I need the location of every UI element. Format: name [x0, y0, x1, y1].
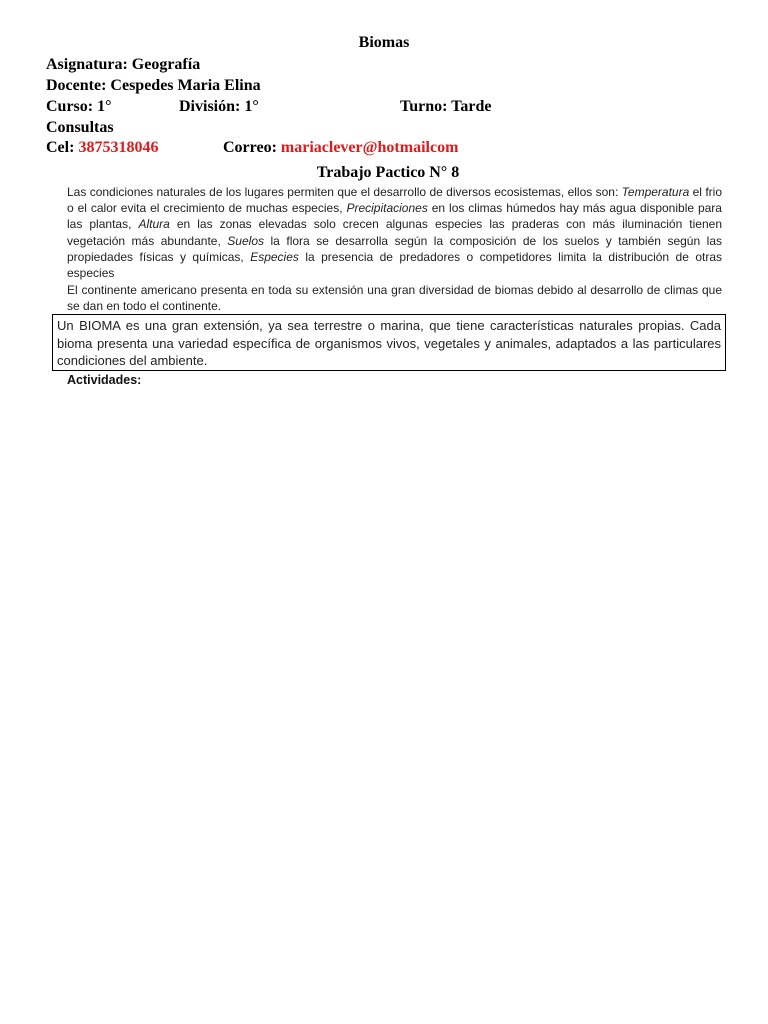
paragraph-text: la presencia de predadores o competidores limita la distribución de otras especies: [67, 249, 723, 281]
paragraph-text: la flora se desarrolla según la composición de los suelos y también según las propiedades físicas y químicas,: [67, 233, 722, 264]
consultas-label: Consultas: [46, 119, 114, 136]
paragraph-text: Las condiciones naturales de los lugares permiten que el desarrollo de diversos ecosistemas, ellos son:: [67, 185, 622, 199]
factor-term: Especies: [250, 249, 299, 264]
correo-line: [223, 139, 458, 157]
asignatura-line: Asignatura: Geografía: [46, 56, 201, 73]
paragraph-text: en las zonas elevadas solo crecen algunas especies las praderas con más iluminación tienen vegetación más abundante,: [67, 217, 722, 248]
continent-paragraph: El continente americano presenta en toda su extensión una gran diversidad de biomas debido al desarrollo de climas que se dan en todo el continente.: [67, 283, 722, 314]
correo-label: Correo:: [223, 139, 281, 156]
actividades-heading: Actividades:: [67, 373, 142, 387]
bioma-definition-box: Un BIOMA es una gran extensión, ya sea terrestre o marina, que tiene características naturales propias. Cada bioma presenta una variedad específica de organismos vivos, vegetales y animales, adaptados a las particulares condiciones del ambiente.: [52, 314, 726, 371]
cel-number: 3875318046: [78, 139, 159, 156]
paragraph-text: en los climas húmedos hay más agua disponible para las plantas,: [67, 201, 722, 232]
paragraph-text: el frio o el calor evita el crecimiento de muchas especies,: [67, 185, 722, 216]
docente-line: Docente: Cespedes Maria Elina: [46, 77, 261, 94]
curso-line: Curso: 1°: [46, 98, 112, 115]
cel-label: Cel:: [46, 139, 79, 156]
factor-term: Altura: [138, 217, 170, 232]
factor-term: Suelos: [227, 233, 264, 248]
correo-email: mariaclever@hotmailcom: [280, 139, 459, 156]
document-title: Biomas: [358, 34, 410, 51]
intro-paragraph: [67, 184, 722, 281]
turno-line: Turno: Tarde: [400, 98, 492, 115]
trabajo-practico-title: Trabajo Pactico N° 8: [316, 164, 460, 181]
factor-term: Temperatura: [621, 185, 690, 199]
cel-line: [46, 139, 158, 157]
division-line: División: 1°: [179, 98, 259, 115]
factor-term: Precipitaciones: [346, 201, 428, 216]
